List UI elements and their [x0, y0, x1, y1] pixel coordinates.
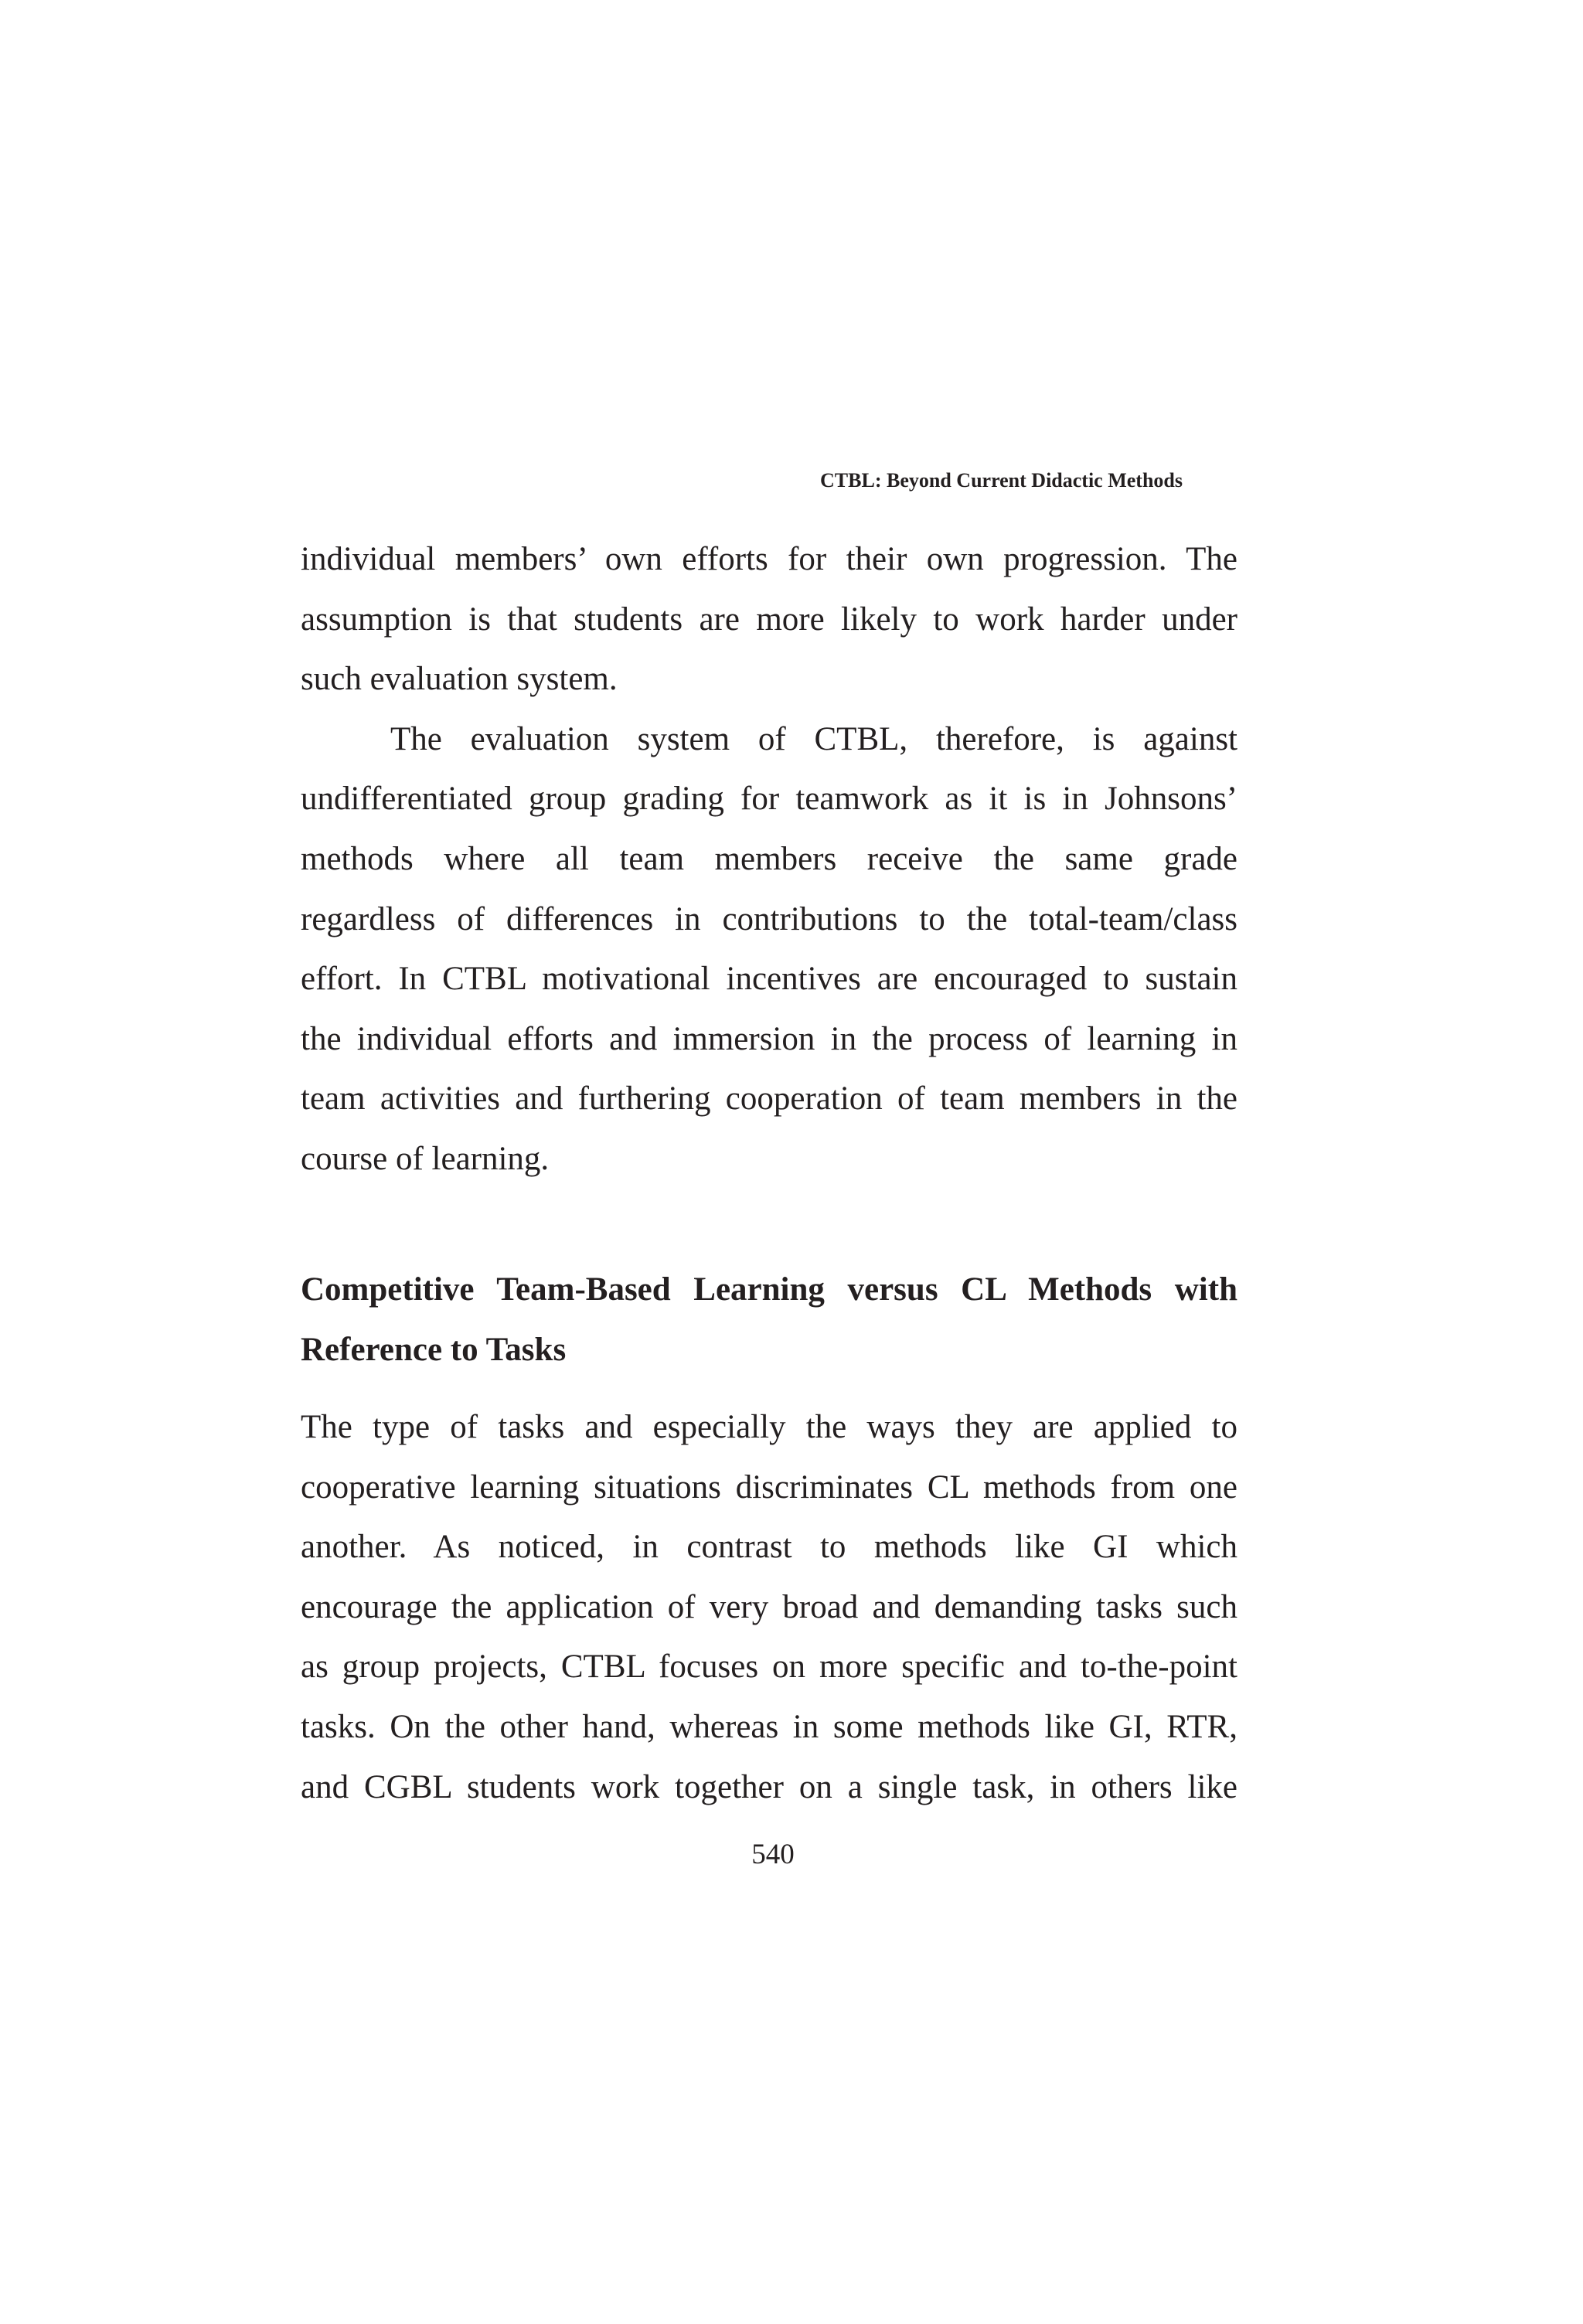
paragraph-2-line: course of learning. [301, 1140, 550, 1177]
running-head: CTBL: Beyond Current Didactic Methods [820, 469, 1183, 492]
section-heading-line: Reference to Tasks [301, 1332, 567, 1368]
paragraph-3-line: tasks. On the other hand, whereas in some methods like GI, RTR, [301, 1708, 1237, 1745]
paragraph-2-line: effort. In CTBL motivational incentives are encouraged to sustain [301, 961, 1237, 998]
paragraph-3-line: encourage the application of very broad and demanding tasks such [301, 1588, 1237, 1625]
paragraph-2-line: the individual efforts and immersion in the process of learning in [301, 1020, 1237, 1057]
paragraph-2-line: The evaluation system of CTBL, therefore, is against [390, 720, 1237, 757]
paragraph-3-line: and CGBL students work together on a single task, in others like [301, 1768, 1237, 1805]
paragraph-1-line: assumption is that students are more likely to work harder under [301, 601, 1237, 638]
paragraph-block-bottom [301, 1397, 1237, 1817]
paragraph-2-line: undifferentiated group grading for teamwork as it is in Johnsons’ [301, 781, 1237, 818]
paragraph-2-line: regardless of differences in contributions to the total-team/class [301, 900, 1237, 937]
paragraph-3-line: cooperative learning situations discriminates CL methods from one [301, 1468, 1237, 1506]
paragraph-2-line: team activities and furthering cooperation of team members in the [301, 1080, 1237, 1118]
paragraph-block-top [301, 529, 1237, 1189]
paragraph-1-line: such evaluation system. [301, 661, 618, 698]
paragraph-3-line: another. As noticed, in contrast to methods like GI which [301, 1529, 1237, 1566]
paragraph-1-line: individual members’ own efforts for their own progression. The [301, 541, 1237, 577]
paragraph-2-line: methods where all team members receive the same grade [301, 840, 1237, 877]
page-number: 540 [751, 1839, 795, 1870]
paragraph-3-line: as group projects, CTBL focuses on more specific and to-the-point [301, 1649, 1237, 1686]
paragraph-3-line: The type of tasks and especially the ways they are applied to [301, 1409, 1237, 1445]
section-heading-line: Competitive Team-Based Learning versus CL Methods with [301, 1271, 1237, 1308]
